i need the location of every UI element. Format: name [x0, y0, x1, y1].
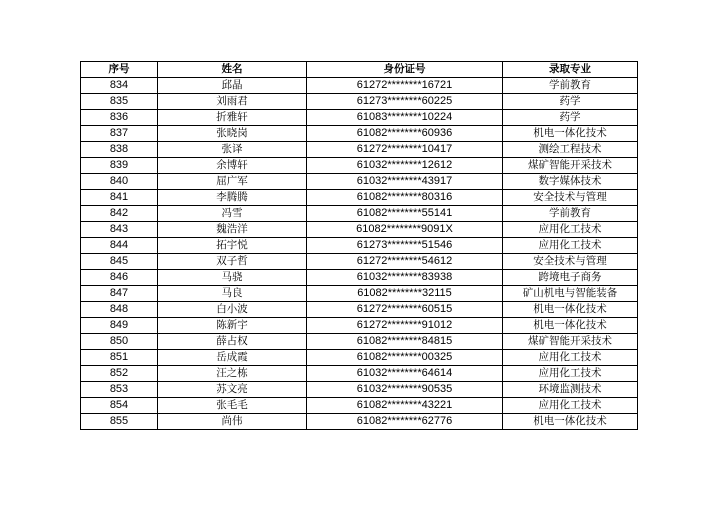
table-row	[81, 110, 638, 126]
cell-serial: 853	[81, 382, 158, 398]
cell-serial: 843	[81, 222, 158, 238]
cell-id-number: 61272********54612	[307, 254, 503, 270]
cell-major: 煤矿智能开采技术	[503, 334, 638, 350]
table-row	[81, 126, 638, 142]
cell-serial: 851	[81, 350, 158, 366]
table-row	[81, 318, 638, 334]
cell-major: 应用化工技术	[503, 222, 638, 238]
cell-name: 苏文亮	[158, 382, 307, 398]
cell-name: 魏浩洋	[158, 222, 307, 238]
cell-name: 邱晶	[158, 78, 307, 94]
cell-major: 测绘工程技术	[503, 142, 638, 158]
table-row	[81, 350, 638, 366]
cell-serial: 842	[81, 206, 158, 222]
cell-name: 尚伟	[158, 414, 307, 430]
table-body	[81, 78, 638, 430]
cell-serial: 854	[81, 398, 158, 414]
cell-id-number: 61032********83938	[307, 270, 503, 286]
cell-serial: 848	[81, 302, 158, 318]
cell-name: 李腾腾	[158, 190, 307, 206]
header-id-number: 身份证号	[307, 62, 503, 78]
table-row	[81, 254, 638, 270]
table-header-row	[81, 62, 638, 78]
cell-id-number: 61272********60515	[307, 302, 503, 318]
cell-name: 岳成霞	[158, 350, 307, 366]
table-row	[81, 334, 638, 350]
cell-major: 安全技术与管理	[503, 254, 638, 270]
cell-serial: 837	[81, 126, 158, 142]
cell-name: 张晓岗	[158, 126, 307, 142]
cell-id-number: 61082********9091X	[307, 222, 503, 238]
header-serial: 序号	[81, 62, 158, 78]
table-row	[81, 366, 638, 382]
cell-major: 矿山机电与智能装备	[503, 286, 638, 302]
cell-major: 应用化工技术	[503, 366, 638, 382]
cell-serial: 845	[81, 254, 158, 270]
table-row	[81, 222, 638, 238]
cell-id-number: 61032********90535	[307, 382, 503, 398]
cell-major: 环境监测技术	[503, 382, 638, 398]
cell-id-number: 61032********12612	[307, 158, 503, 174]
cell-serial: 846	[81, 270, 158, 286]
cell-id-number: 61032********43917	[307, 174, 503, 190]
cell-major: 应用化工技术	[503, 238, 638, 254]
cell-id-number: 61273********60225	[307, 94, 503, 110]
cell-id-number: 61272********16721	[307, 78, 503, 94]
table-row	[81, 190, 638, 206]
cell-name: 马良	[158, 286, 307, 302]
cell-id-number: 61082********62776	[307, 414, 503, 430]
table-row	[81, 270, 638, 286]
cell-id-number: 61082********84815	[307, 334, 503, 350]
cell-name: 陈新宇	[158, 318, 307, 334]
cell-major: 应用化工技术	[503, 398, 638, 414]
table-row	[81, 414, 638, 430]
cell-serial: 852	[81, 366, 158, 382]
cell-serial: 849	[81, 318, 158, 334]
cell-name: 薛占权	[158, 334, 307, 350]
cell-name: 余博轩	[158, 158, 307, 174]
cell-id-number: 61082********60936	[307, 126, 503, 142]
cell-serial: 840	[81, 174, 158, 190]
cell-name: 冯雪	[158, 206, 307, 222]
cell-serial: 841	[81, 190, 158, 206]
table-row	[81, 78, 638, 94]
cell-major: 应用化工技术	[503, 350, 638, 366]
table-row	[81, 382, 638, 398]
cell-major: 学前教育	[503, 78, 638, 94]
cell-major: 数字媒体技术	[503, 174, 638, 190]
cell-id-number: 61082********32115	[307, 286, 503, 302]
cell-major: 跨境电子商务	[503, 270, 638, 286]
cell-serial: 834	[81, 78, 158, 94]
cell-id-number: 61082********43221	[307, 398, 503, 414]
cell-id-number: 61032********64614	[307, 366, 503, 382]
admission-table	[80, 61, 638, 430]
cell-name: 刘雨君	[158, 94, 307, 110]
header-major: 录取专业	[503, 62, 638, 78]
cell-serial: 850	[81, 334, 158, 350]
cell-name: 张毛毛	[158, 398, 307, 414]
cell-id-number: 61272********10417	[307, 142, 503, 158]
cell-serial: 838	[81, 142, 158, 158]
cell-name: 屈广军	[158, 174, 307, 190]
cell-major: 机电一体化技术	[503, 318, 638, 334]
cell-major: 机电一体化技术	[503, 414, 638, 430]
cell-name: 双子哲	[158, 254, 307, 270]
cell-name: 汪之栋	[158, 366, 307, 382]
cell-serial: 835	[81, 94, 158, 110]
cell-major: 学前教育	[503, 206, 638, 222]
table-row	[81, 206, 638, 222]
cell-name: 马骁	[158, 270, 307, 286]
cell-major: 药学	[503, 110, 638, 126]
table-row	[81, 286, 638, 302]
cell-name: 张译	[158, 142, 307, 158]
cell-serial: 844	[81, 238, 158, 254]
table-row	[81, 238, 638, 254]
cell-serial: 836	[81, 110, 158, 126]
cell-id-number: 61272********91012	[307, 318, 503, 334]
table-row	[81, 142, 638, 158]
cell-major: 机电一体化技术	[503, 126, 638, 142]
cell-serial: 855	[81, 414, 158, 430]
cell-id-number: 61082********55141	[307, 206, 503, 222]
table-row	[81, 174, 638, 190]
table-row	[81, 398, 638, 414]
cell-serial: 839	[81, 158, 158, 174]
cell-major: 安全技术与管理	[503, 190, 638, 206]
cell-name: 拓宇悦	[158, 238, 307, 254]
cell-id-number: 61273********51546	[307, 238, 503, 254]
cell-id-number: 61082********80316	[307, 190, 503, 206]
header-name: 姓名	[158, 62, 307, 78]
table-row	[81, 158, 638, 174]
table-row	[81, 302, 638, 318]
cell-id-number: 61083********10224	[307, 110, 503, 126]
cell-major: 药学	[503, 94, 638, 110]
cell-major: 机电一体化技术	[503, 302, 638, 318]
cell-serial: 847	[81, 286, 158, 302]
cell-name: 白小波	[158, 302, 307, 318]
cell-major: 煤矿智能开采技术	[503, 158, 638, 174]
cell-name: 折雅轩	[158, 110, 307, 126]
table-row	[81, 94, 638, 110]
cell-id-number: 61082********00325	[307, 350, 503, 366]
